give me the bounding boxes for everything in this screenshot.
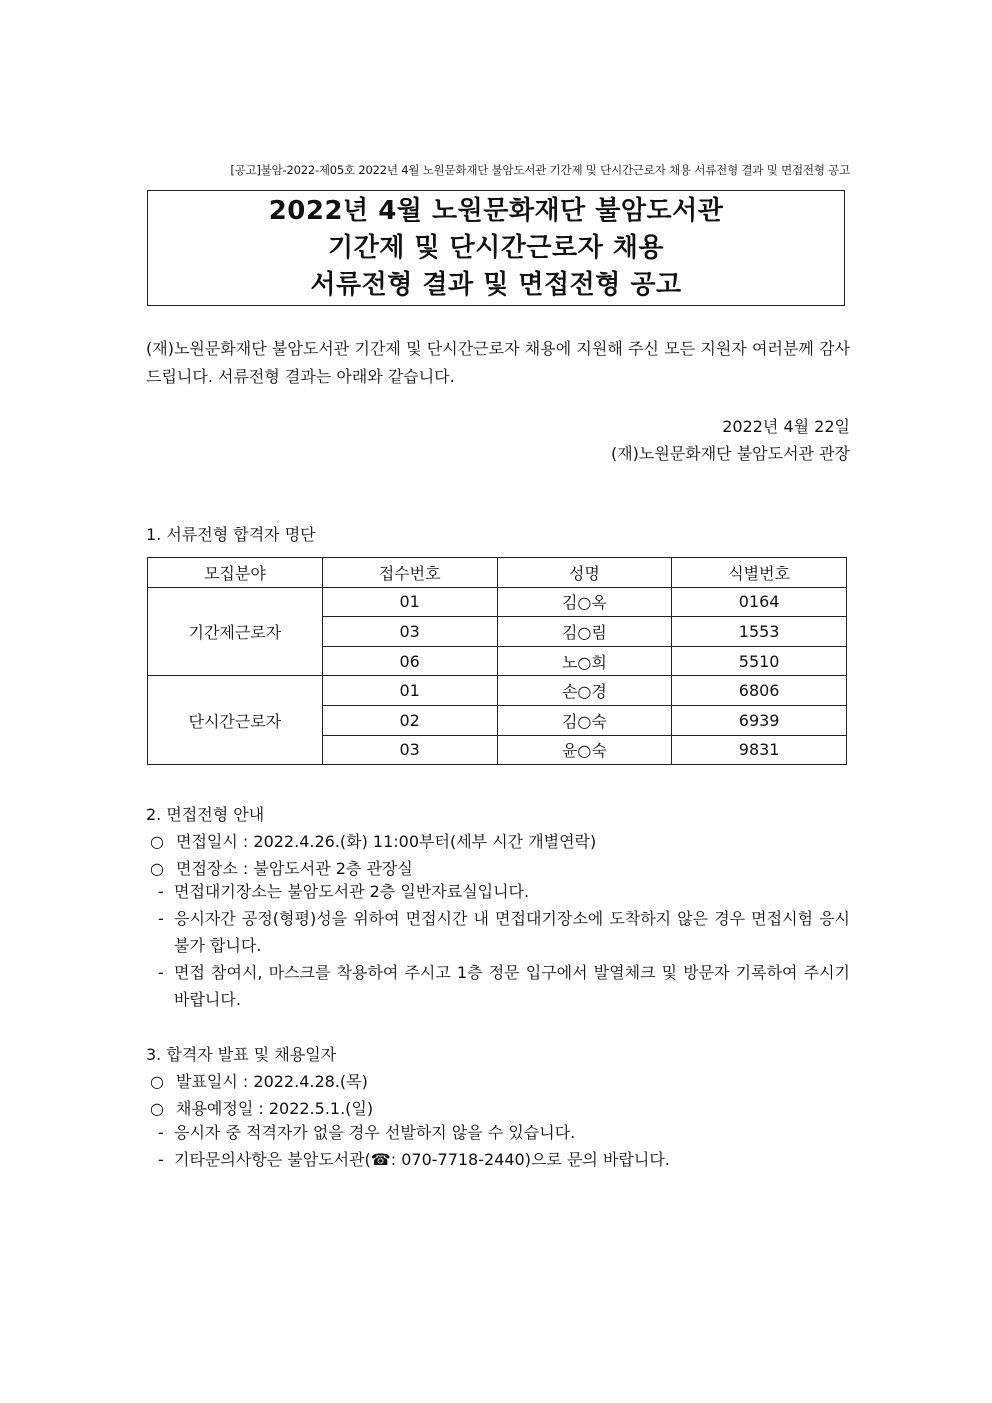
name-cell: 김○림	[497, 617, 672, 647]
announcement-date	[150, 1069, 368, 1092]
circle-bullet-icon: ○	[150, 832, 164, 851]
note-text: 응시자간 공정(형평)성을 위하여 면접시간 내 면접대기장소에 도착하지 않은 경우 면접시험 응시 불가 합니다.	[174, 909, 850, 955]
section-3-title: 3. 합격자 발표 및 채용일자	[146, 1045, 337, 1064]
section-2-title: 2. 면접전형 안내	[146, 805, 265, 824]
note-text: 응시자 중 적격자가 없을 경우 선발하지 않을 수 있습니다.	[174, 1123, 576, 1142]
notice-number: [공고]불암-2022-제05호 2022년 4월 노원문화재단 불암도서관 기간제 및 단시간근로자 채용 서류전형 결과 및 면접전형 공고	[230, 163, 850, 177]
circle-bullet-icon: ○	[150, 859, 164, 878]
name-cell: 김○옥	[497, 587, 672, 617]
interview-datetime	[150, 829, 596, 852]
circle-bullet-icon: ○	[150, 1099, 164, 1118]
name-cell: 윤○숙	[497, 735, 672, 765]
interview-location	[150, 856, 413, 879]
receipt-no-cell: 01	[322, 676, 497, 706]
receipt-no-cell: 01	[322, 587, 497, 617]
identifier-cell: 6939	[672, 705, 847, 735]
pass-list-table	[147, 557, 847, 765]
notice-date: 2022년 4월 22일	[722, 417, 850, 436]
identifier-cell: 6806	[672, 676, 847, 706]
identifier-cell: 5510	[672, 646, 847, 676]
title-line-3: 서류전형 결과 및 면접전형 공고	[310, 269, 682, 300]
bullet-text: 면접일시 : 2022.4.26.(화) 11:00부터(세부 시간 개별연락)	[176, 832, 597, 851]
header-name: 성명	[497, 558, 672, 588]
field-cell: 기간제근로자	[148, 587, 323, 676]
table-row	[148, 676, 847, 706]
name-cell: 손○경	[497, 676, 672, 706]
receipt-no-cell: 03	[322, 617, 497, 647]
name-cell: 노○희	[497, 646, 672, 676]
header-receipt-no: 접수번호	[322, 558, 497, 588]
note-text: 면접대기장소는 불암도서관 2층 일반자료실입니다.	[174, 882, 530, 901]
bullet-text: 발표일시 : 2022.4.28.(목)	[176, 1072, 368, 1091]
field-cell: 단시간근로자	[148, 676, 323, 765]
dash-bullet: -	[158, 909, 164, 928]
dash-bullet: -	[158, 882, 164, 901]
bullet-text: 채용예정일 : 2022.5.1.(일)	[176, 1099, 374, 1118]
note-text: 면접 참여시, 마스크를 착용하여 주시고 1층 정문 입구에서 발열체크 및 방문자 기록하여 주시기 바랍니다.	[174, 963, 850, 1009]
dash-bullet: -	[158, 1150, 164, 1169]
circle-bullet-icon: ○	[150, 1072, 164, 1091]
title-box	[147, 190, 845, 306]
name-cell: 김○숙	[497, 705, 672, 735]
receipt-no-cell: 02	[322, 705, 497, 735]
header-identifier: 식별번호	[672, 558, 847, 588]
hiring-date	[150, 1096, 373, 1119]
note-text: 기타문의사항은 불암도서관(☎: 070-7718-2440)으로 문의 바랍니다.	[174, 1150, 670, 1169]
identifier-cell: 1553	[672, 617, 847, 647]
identifier-cell: 9831	[672, 735, 847, 765]
note-no-qualified	[158, 1119, 850, 1146]
receipt-no-cell: 06	[322, 646, 497, 676]
note-mask	[158, 959, 850, 1013]
intro-paragraph: (재)노원문화재단 불암도서관 기간제 및 단시간근로자 채용에 지원해 주신 모든 지원자 여러분께 감사드립니다. 서류전형 결과는 아래와 같습니다.	[146, 339, 850, 386]
dash-bullet: -	[158, 1123, 164, 1142]
bullet-text: 면접장소 : 불암도서관 2층 관장실	[176, 859, 413, 878]
table-row	[148, 587, 847, 617]
receipt-no-cell: 03	[322, 735, 497, 765]
note-fairness	[158, 905, 850, 959]
note-contact	[158, 1146, 850, 1173]
table-header-row	[148, 558, 847, 588]
section-1-title: 1. 서류전형 합격자 명단	[146, 525, 316, 544]
title-line-1: 2022년 4월 노원문화재단 불암도서관	[268, 195, 724, 226]
dash-bullet: -	[158, 963, 164, 982]
header-field: 모집분야	[148, 558, 323, 588]
title-line-2: 기간제 및 단시간근로자 채용	[327, 232, 665, 263]
issuer-name: (재)노원문화재단 불암도서관 관장	[610, 444, 850, 463]
note-waiting-room	[158, 878, 850, 905]
identifier-cell: 0164	[672, 587, 847, 617]
